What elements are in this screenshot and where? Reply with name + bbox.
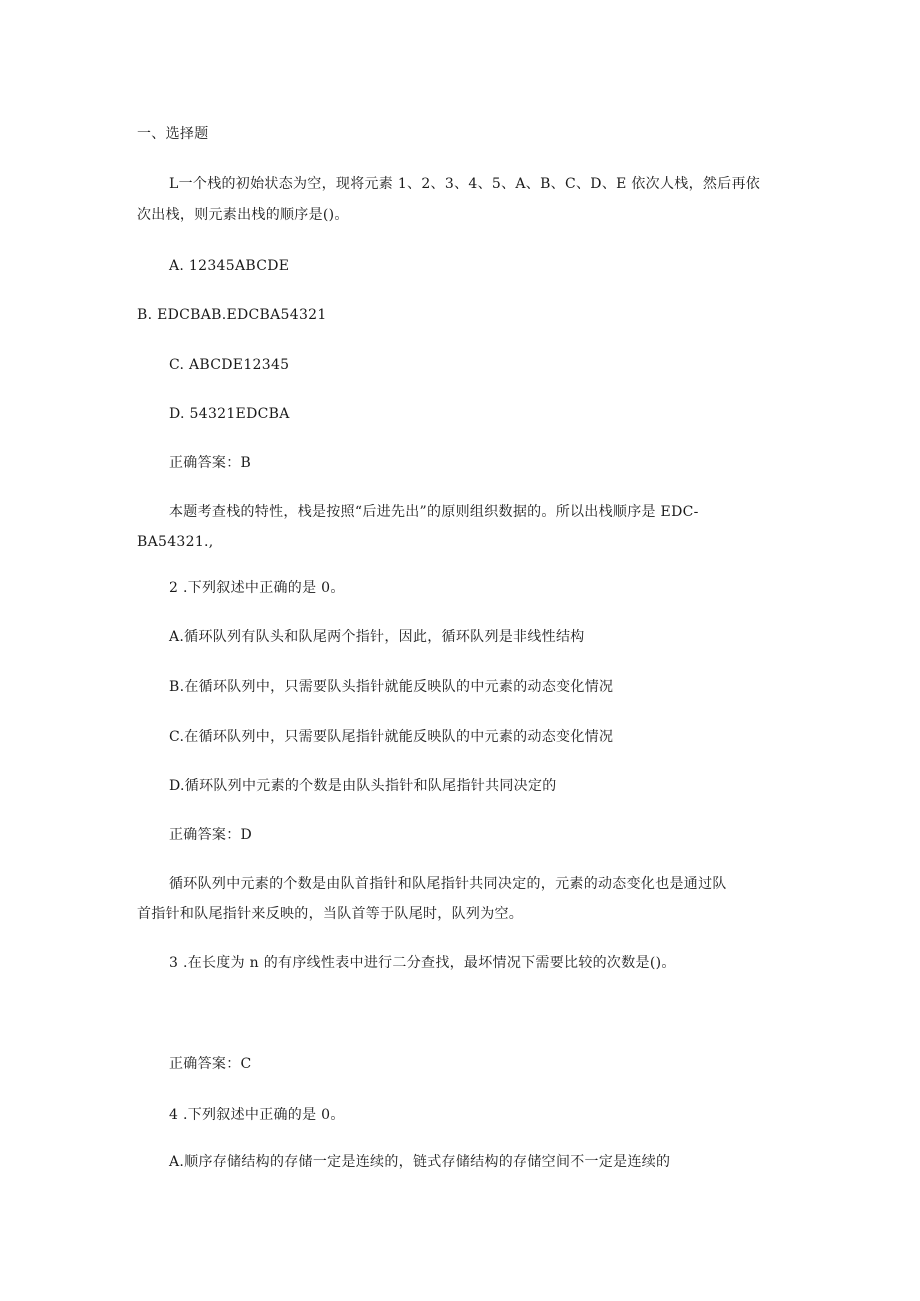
- q2-explanation-line1: 循环队列中元素的个数是由队首指针和队尾指针共同决定的，元素的动态变化也是通过队: [169, 876, 727, 892]
- q2-option-b: B.在循环队列中，只需要队头指针就能反映队的中元素的动态变化情况: [169, 679, 614, 695]
- q2-explanation-line2: 首指针和队尾指针来反映的，当队首等于队尾时，队列为空。: [137, 906, 524, 922]
- q1-stem-line1: L一个栈的初始状态为空，现将元素 1、2、3、4、5、A、B、C、D、E 依次人栈，然后再依: [169, 176, 761, 192]
- q1-answer: 正确答案：B: [169, 455, 252, 471]
- q1-option-a: A. 12345ABCDE: [169, 258, 290, 274]
- q1-explanation-line2: BA54321.,: [137, 534, 214, 550]
- q1-option-d: D. 54321EDCBA: [169, 406, 290, 422]
- q4-option-a: A.顺序存储结构的存储一定是连续的，链式存储结构的存储空间不一定是连续的: [169, 1154, 671, 1170]
- q1-stem-line2: 次出栈，则元素出栈的顺序是()。: [137, 207, 349, 223]
- q3-stem: 3 .在长度为 n 的有序线性表中进行二分查找，最坏情况下需要比较的次数是()。: [169, 955, 676, 971]
- q4-stem: 4 .下列叙述中正确的是 0。: [169, 1107, 345, 1123]
- q1-option-b: B. EDCBAB.EDCBA54321: [137, 307, 327, 323]
- q2-option-d: D.循环队列中元素的个数是由队头指针和队尾指针共同决定的: [169, 778, 557, 794]
- section-title: 一、选择题: [137, 126, 209, 142]
- q2-answer: 正确答案：D: [169, 827, 253, 843]
- q2-stem: 2 .下列叙述中正确的是 0。: [169, 580, 345, 596]
- q2-option-a: A.循环队列有队头和队尾两个指针，因此，循环队列是非线性结构: [169, 629, 585, 645]
- q1-explanation-line1: 本题考查栈的特性，栈是按照“后进先出”的原则组织数据的。所以出栈顺序是 EDC-: [169, 504, 699, 520]
- q3-answer: 正确答案：C: [169, 1056, 252, 1072]
- q1-option-c: C. ABCDE12345: [169, 357, 290, 373]
- q2-option-c: C.在循环队列中，只需要队尾指针就能反映队的中元素的动态变化情况: [169, 729, 614, 745]
